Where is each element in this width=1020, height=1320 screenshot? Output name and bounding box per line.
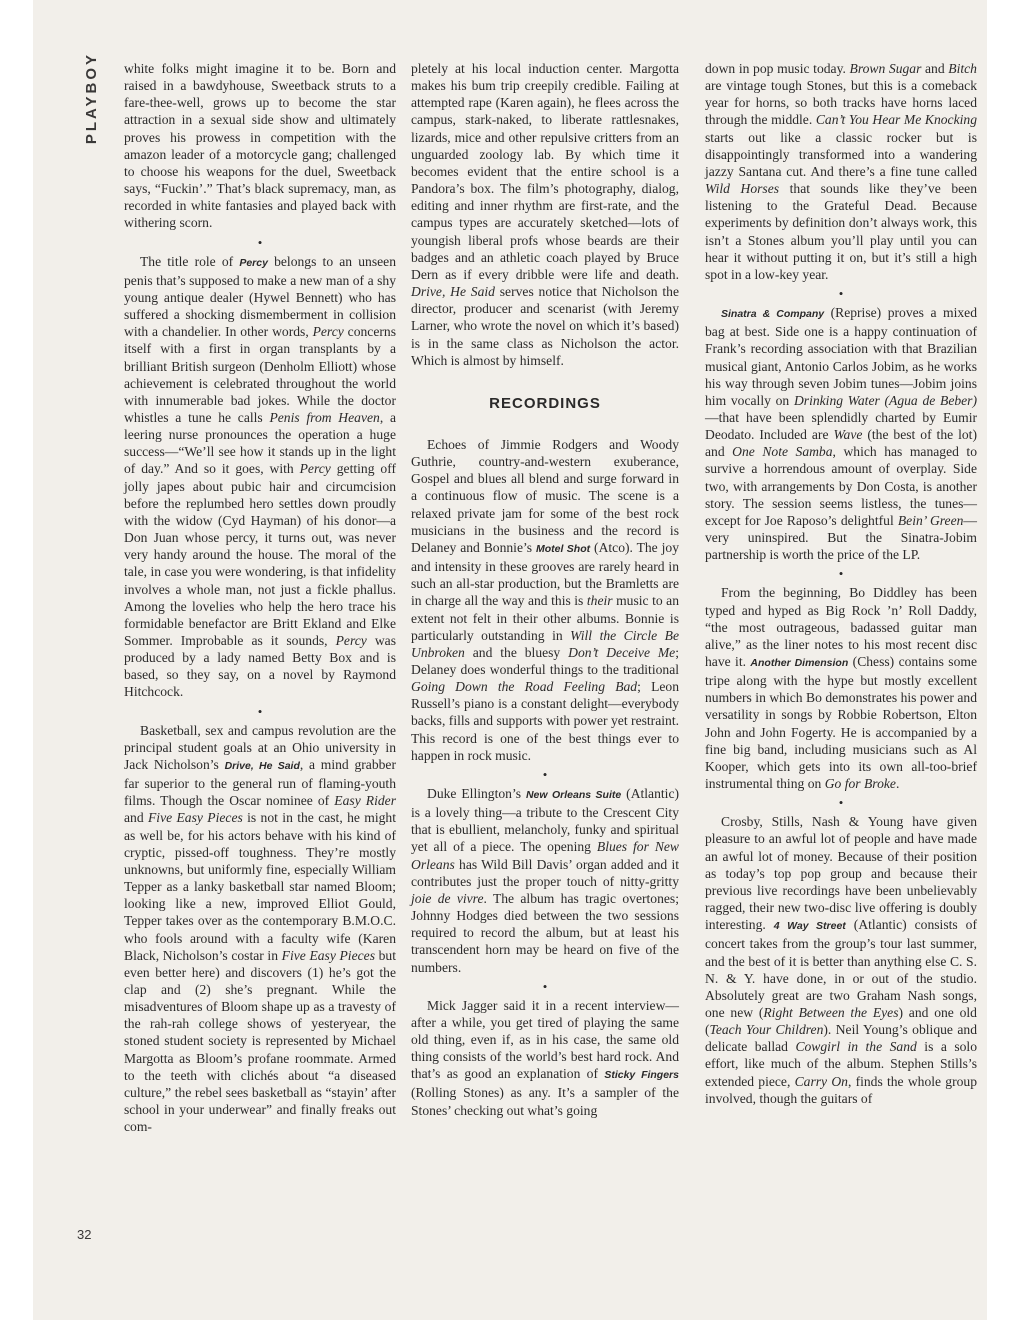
body-text: getting off jolly japes about pubic hair and circumcision before the replumbed hero settles down proudly with the widow (Cyd Hayman) of his donor—a Don Juan whose percy, it turns out, was never very handy around the house. The moral of the tale, in case you were wondering, is that infidelity involves a whole man, not just a fickle phallus. Among the lovelies who help the hero trace his formidable benefactor are Britt Ekland and Elke Sommer. Improbable as it sounds, <box>124 461 396 648</box>
title-text: Five Easy Pieces <box>281 947 375 963</box>
body-text: and the bluesy <box>464 644 569 660</box>
section-bullet <box>124 703 396 720</box>
title-text: Percy <box>312 324 344 340</box>
paragraph <box>124 253 396 701</box>
section-bullet <box>411 978 679 995</box>
body-text: and <box>921 61 949 76</box>
title-text: Bitch <box>948 61 977 76</box>
body-text: (Atco). The joy and intensity in these grooves are rarely heard in such an all-star production, but the Bramletts are in charge all the way and this is <box>411 539 679 609</box>
body-text: Crosby, Stills, Nash & Young have given pleasure to an awful lot of people and have made an awful lot of money. Because of their position as today’s top pop group and because their previous live recordings have been unbelievably ragged, their new two-disc live offering is doubly interesting. <box>705 814 977 933</box>
title-text: Don’t Deceive Me <box>568 644 676 660</box>
title-text: Percy <box>239 256 268 269</box>
column-3 <box>705 60 977 1107</box>
title-text: Drive, He Said <box>411 284 495 300</box>
title-text: 4 Way Street <box>773 920 846 933</box>
body-text: (Reprise) proves a mixed bag at best. Side one is a happy continuation of Frank’s recording association with that Brazilian musical giant, Antonio Carlos Jobim, as he works his way through seven Jobim tunes—Jobim joins him vocally on <box>705 305 977 408</box>
body-text: Mick Jagger said it in a recent interview—after a while, you get tired of playing the same old thing, even if, as in his case, the same old thing consists of the world’s best hard rock. And that’s as good an explanation of <box>411 997 679 1082</box>
body-text: but even better here) and discovers (1) he’s got the clap and (2) she’s pregnant. While the misadventures of Bloom shape up as a travesty of the rah-rah college shows of yesteryear, the stoned student society is represented by Michael Margotta as Bloom’s profane roommate. Armed to the teeth with clichés about “a diseased culture,” the rebel sees basketball as “stayin’ after school in your underwear” and finally freaks out com- <box>124 947 396 1135</box>
body-text: (Chess) contains some tripe along with the hype but mostly excellent numbers in which Bo demonstrates his power and versatility in songs by Robbie Robertson, Elton John and John Fogerty. He is accompanied by a fine big band, including musicians such as Al Kooper, which gets into its own all-too-brief instrumental thing on <box>705 654 977 792</box>
title-text: Teach Your Children <box>709 1022 824 1038</box>
body-text: ). Neil Young’s oblique and delicate ballad <box>705 1022 977 1055</box>
title-text: Can’t You Hear Me Knocking <box>815 112 977 128</box>
title-text: Easy Rider <box>334 793 396 809</box>
title-text: joie de vivre <box>411 890 484 906</box>
body-text: , finds the whole group involved, though the guitars of <box>705 1073 977 1106</box>
body-text: , which has managed to survive a horrendous amount of overplay. Side two, with arrangements by Don Costa, is another story. The session seems listless, the tunes—except for Joe Raposo’s delightful <box>705 444 977 528</box>
paragraph <box>705 60 977 283</box>
section-bullet <box>124 234 396 251</box>
section-bullet <box>705 794 977 811</box>
paragraph <box>411 436 679 764</box>
section-bullet <box>705 565 977 582</box>
body-text: The title role of <box>140 253 240 269</box>
page-number: 32 <box>77 1227 92 1242</box>
title-text: Brown Sugar <box>849 61 922 76</box>
paragraph <box>411 785 679 976</box>
title-text: Another Dimension <box>750 657 849 669</box>
paragraph <box>705 304 977 563</box>
title-text: Carry On <box>794 1073 848 1089</box>
title-text: Sticky Fingers <box>604 1069 679 1082</box>
title-text: Right Between the Eyes <box>763 1004 899 1020</box>
body-text: white folks might imagine it to be. Born and raised in a bawdyhouse, Sweetback struts to a fare-thee-well, grows up to become the star attraction in a sexual side show and ultimately proves his prowess in competition with the amazon leader of a motorcycle gang; challenged to choose his weapons for the duel, Sweetback says, “Fuckin’.” That’s black supremacy, man, as recorded in white fantasies and played back with withering scorn. <box>124 61 396 231</box>
body-text: serves notice that Nicholson the director, producer and scenarist (with Jeremy Larner, who wrote the novel on which it’s based) is in the same class as Nicholson the actor. Which is almost by himself. <box>411 284 679 368</box>
title-text: their <box>586 593 613 609</box>
body-text: , a leering nurse pronounces the operation a huge success—“We’ll see how it stands up in the light of day.” And so it goes, with <box>124 409 397 477</box>
column-2 <box>411 60 679 1119</box>
title-text: Penis from Heaven <box>269 409 380 425</box>
body-text: concerns itself with a first in organ transplants by a brilliant British surgeon (Denholm Elliott) whose achievement is celebrated throughout the world with innumerable bad jokes. While the doctor whistles a tune he calls <box>124 324 396 425</box>
body-text: starts out like a classic rocker but is disappointingly transformed into a wandering jazzy Santana cut. And there’s a fine tune called <box>705 129 977 179</box>
section-heading: RECORDINGS <box>489 394 601 412</box>
title-text: Wild Horses <box>705 181 780 197</box>
body-text: , a mind grabber far superior to the general run of flaming-youth films. Though the Oscar nominee of <box>124 756 396 809</box>
title-text: Motel Shot <box>535 542 591 555</box>
paragraph <box>411 60 679 369</box>
title-text: Drive, He Said <box>224 759 300 772</box>
body-text: is not in the cast, he might as well be, for his actors behave with his kind of cryptic, pissed-off toughness. They’re mostly unknowns, but uniformly fine, especially William Tepper as a lanky basketball star named Bloom; looking like a new, improved Elliot Gould, Tepper takes over as the contemporary B.M.O.C. who fools around with a faculty wife (Karen Black, Nicholson’s costar in <box>124 810 396 963</box>
body-text: has Wild Bill Davis’ organ added and it contributes just the proper touch of nitty-gritty <box>411 856 679 889</box>
title-text: Cowgirl in the Sand <box>795 1039 917 1055</box>
body-text: —very uninspired. But the Sinatra-Jobim partnership is worth the price of the LP. <box>705 512 978 563</box>
body-text: that sounds like they’ve been listening to the Grateful Dead. Because experiments by definition don’t always work, this isn’t a Stones album you’ll play until you can hear it without putting it on, but it’s still a high spot in a low-key year. <box>705 181 977 282</box>
title-text: Five Easy Pieces <box>148 810 243 826</box>
title-text: Going Down the Road Feeling Bad <box>411 679 638 695</box>
body-text: Duke Ellington’s <box>427 785 526 801</box>
body-text: (Rolling Stones) as any. It’s a sampler of the Stones’ checking out what’s going <box>411 1085 679 1118</box>
title-text: Percy <box>299 461 331 477</box>
column-1 <box>124 60 396 1135</box>
body-text: (the best of the lot) and <box>705 427 977 460</box>
section-bullet <box>705 285 977 302</box>
body-text: From the beginning, Bo Diddley has been typed and hyped as Big Rock ’n’ Roll Daddy, “the most outrageous, badassed guitar man alive,” as the liner notes to his most recent disc have it. <box>705 585 977 669</box>
body-text: belongs to an unseen penis that’s supposed to make a new man of a shy young antique dealer (Hywel Bennett) who has suffered a shocking dismemberment in collision with a chandelier. In other words, <box>124 253 396 340</box>
title-text: Go for Broke <box>824 776 896 792</box>
magazine-page <box>33 0 987 1320</box>
body-text: (Atlantic) is a lovely thing—a tribute to the Crescent City that is ebullient, melancholy, funky and spiritual yet all of a piece. The opening <box>411 785 680 855</box>
body-text: . <box>895 776 900 792</box>
body-text: and <box>124 810 148 826</box>
body-text: ; Delaney does wonderful things to the traditional <box>411 644 679 677</box>
title-text: Drinking Water (Agua de Beber) <box>793 392 978 408</box>
body-text: ; Leon Russell’s piano is a constant delight—everybody backs, fills and supports with power yet restraint. This record is one of the best things ever to happen in rock music. <box>411 679 680 763</box>
body-text: is a solo effort, like much of the album. Stephen Stills’s extended piece, <box>705 1039 977 1089</box>
body-text: are vintage tough Stones, but this is a comeback year for horns, so both tracks have horns laced through the middle. <box>705 78 977 128</box>
body-text: was produced by a lady named Betty Box and is based, so they say, on a novel by Raymond Hitchcock. <box>124 633 396 700</box>
body-text: ) and one old ( <box>705 1004 977 1038</box>
title-text: New Orleans Suite <box>525 788 622 801</box>
section-bullet <box>411 766 679 783</box>
title-text: Wave <box>833 427 863 443</box>
masthead: PLAYBOY <box>83 52 100 145</box>
title-text: Sinatra & Company <box>721 308 825 321</box>
paragraph <box>411 997 679 1119</box>
body-text: —that have been splendidly charted by Eumir Deodato. Included are <box>705 409 977 443</box>
body-text: Basketball, sex and campus revolution are the principal student goals at an Ohio university in Jack Nicholson’s <box>124 722 396 772</box>
body-text: pletely at his local induction center. Margotta makes his bum trip creepily credible. Failing at attempted rape (Karen again), he flees across the campus, stark-naked, to liberate rattlesnakes, lizards, mice and other repulsive critters from an unguarded zoology lab. By which time it becomes evident that the entire school is a Pandora’s box. The film’s photography, dialog, editing and inner rhythm are first-rate, and the campus types are accurately sketched—lots of youngish liberal profs whose beards are their badges and an athletic coach played by Bruce Dern as if every dribble were life and death. <box>411 61 679 282</box>
paragraph <box>124 722 396 1136</box>
title-text: Blues for New Orleans <box>411 839 679 872</box>
paragraph <box>124 60 396 232</box>
title-text: One Note Samba <box>732 444 833 460</box>
body-text: music to an extent not felt in their other albums. Bonnie is particularly outstanding in <box>411 593 679 643</box>
body-text: down in pop music today. <box>705 61 850 76</box>
paragraph <box>705 584 977 792</box>
body-text: . The album has tragic overtones; Johnny Hodges died between the two sessions required to record the album, but at least his transcendent horn may be heard on five of the numbers. <box>411 890 679 975</box>
paragraph <box>705 813 977 1107</box>
body-text: Echoes of Jimmie Rodgers and Woody Guthrie, country-and-western exuberance, Gospel and blues all blend and surge forward in a continuous flow of music. The scene is a relaxed private jam for some of the best rock musicians in the business and the record is Delaney and Bonnie’s <box>411 436 679 555</box>
title-text: Bein’ Green <box>897 512 964 528</box>
title-text: Percy <box>335 633 367 648</box>
title-text: Will the Circle Be Unbroken <box>411 627 679 660</box>
body-text: (Atlantic) consists of concert takes from the group’s tour last summer, and the best of it is better than anything else C. S. N. & Y. have done, in or out of the studio. Absolutely great are two Graham Nash songs, one new ( <box>705 917 977 1020</box>
